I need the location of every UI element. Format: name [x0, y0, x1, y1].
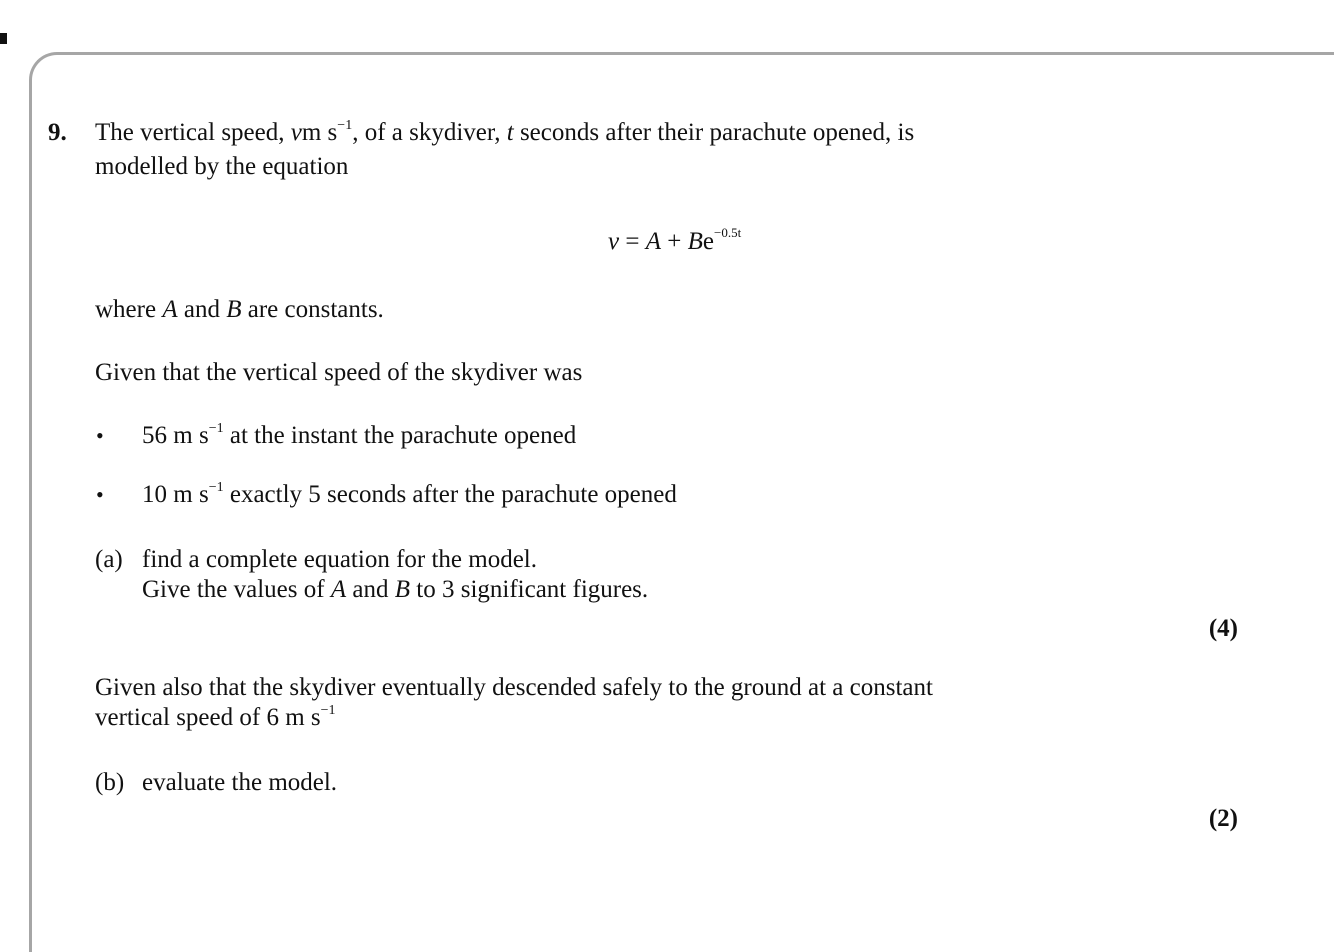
given-also-line-1: Given also that the skydiver eventually descended safely to the ground at a constant [95, 674, 933, 701]
part-a-line-1: find a complete equation for the model. [142, 546, 538, 573]
question-intro-line-1: The vertical speed, vm $s^{-1}$, of a skydiver, t seconds after their parachute opened, is [95, 118, 915, 146]
bullet-point-2 [96, 480, 104, 510]
model-equation: $v = A + Be^{-0.5t}$ [608, 225, 742, 255]
bullet-point-1 [96, 421, 104, 451]
part-a-label: (a) [95, 546, 123, 573]
part-b-marks: (2) [1208, 805, 1238, 832]
part-a-line-2: Give the values of A and B to 3 significant figures. [142, 576, 649, 603]
page-corner-mark [0, 33, 7, 44]
question-intro-line-2: modelled by the equation [95, 153, 349, 180]
constants-statement: where A and B are constants. [95, 296, 384, 323]
given-also-line-2: vertical speed of 6 m $s^{-1}$ [95, 703, 336, 731]
bullet-text-1: 56 m $s^{-1}$ at the instant the parachute opened [142, 421, 577, 449]
question-number: 9. [48, 119, 67, 146]
part-a-marks: (4) [1208, 615, 1238, 642]
bullet-icon: • [96, 482, 104, 507]
part-b-text: evaluate the model. [142, 769, 338, 796]
bullet-icon: • [96, 423, 104, 448]
part-b-label: (b) [95, 769, 125, 796]
bullet-text-2: 10 m $s^{-1}$ exactly 5 seconds after the parachute opened [142, 480, 677, 508]
given-intro: Given that the vertical speed of the skydiver was [95, 359, 583, 386]
